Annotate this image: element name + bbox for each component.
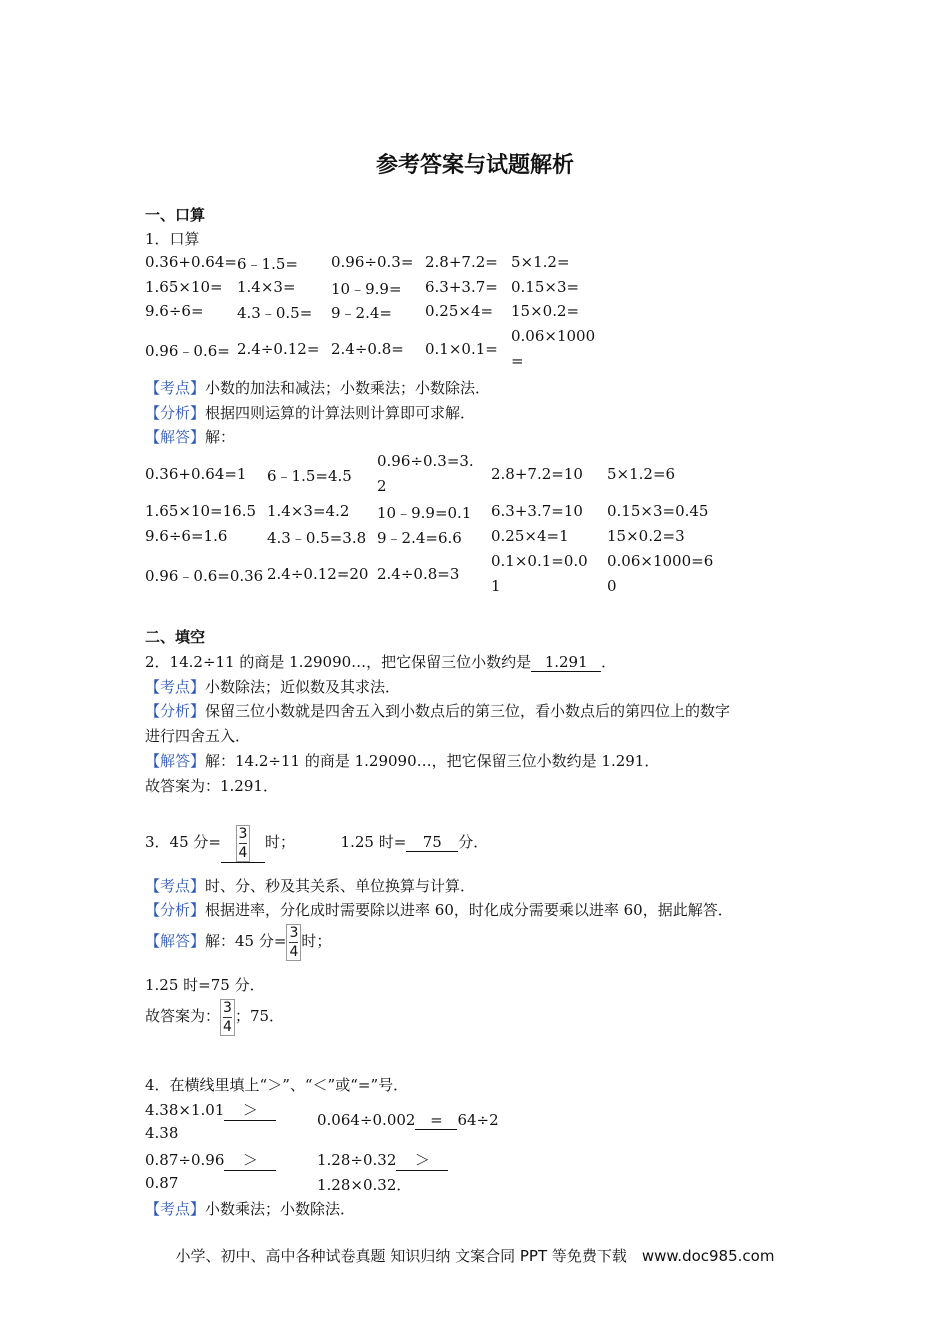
q1-kaodian: [145, 377, 490, 398]
fraction-den: 4: [238, 844, 248, 861]
grid-cell: 5×1.2=: [511, 253, 570, 271]
q4-item-3-wrap: 0.87: [145, 1174, 179, 1192]
fraction: [236, 825, 251, 862]
tag-fenxi: 【分析】: [145, 901, 206, 919]
answer-label: 故答案为：: [145, 1007, 221, 1025]
q2-answer-blank: 1.291: [531, 653, 601, 672]
q3-blank-2: 75: [406, 833, 458, 852]
q4-expr: 0.87÷0.96: [145, 1151, 225, 1169]
answer-cell: 9﹣2.4=6.6: [377, 529, 462, 547]
tag-kaodian: 【考点】: [145, 678, 206, 696]
grid-cell: 4.3﹣0.5=: [237, 304, 313, 322]
section-heading-2: 二、填空: [145, 628, 206, 646]
q4-item-1: [145, 1099, 276, 1121]
q1-jieda: [145, 426, 235, 447]
fraction-num: 3: [223, 999, 232, 1016]
page-footer: 小学、初中、高中各种试卷真题 知识归纳 文案合同 PPT 等免费下载 www.doc985.com: [175, 1247, 775, 1265]
fraction: [220, 999, 235, 1036]
q4-blank: ＞: [224, 1149, 276, 1171]
fenxi-text: 保留三位小数就是四舍五入到小数点后的第三位，看小数点后的第四位上的数字: [205, 702, 731, 720]
tag-jieda: 【解答】: [145, 428, 206, 446]
fraction-den: 4: [223, 1018, 232, 1035]
q4-blank: ＞: [224, 1099, 276, 1121]
answer-cell: 1.4×3=4.2: [267, 502, 350, 520]
answer-cell: 15×0.2=3: [607, 527, 685, 545]
fraction-num: 3: [289, 924, 299, 941]
fraction-num: 3: [238, 825, 248, 842]
jieda-unit: 时；: [301, 932, 332, 950]
question-4: 4．在横线里填上“＞”、“＜”或“=”号．: [145, 1076, 409, 1094]
question-3: [145, 822, 488, 863]
answer-cell: 0.06×1000=6: [607, 552, 714, 570]
question-2: [145, 651, 616, 672]
q4-expr: 0.064÷0.002: [317, 1111, 416, 1129]
fenxi-text: 根据四则运算的计算法则计算即可求解．: [205, 404, 476, 422]
kaodian-text: 时、分、秒及其关系、单位换算与计算．: [205, 877, 476, 895]
grid-cell: 10﹣9.9=: [331, 280, 402, 298]
answer-cell: 10﹣9.9=0.1: [377, 504, 472, 522]
answer-cell: 9.6÷6=1.6: [145, 527, 228, 545]
q4-item-4: [317, 1149, 448, 1171]
q4-expr: 1.28÷0.32: [317, 1151, 397, 1169]
q2-end: ．: [601, 653, 617, 671]
answer-cell: 2.8+7.2=10: [491, 465, 583, 483]
q3-stem-2: 1.25 时=: [340, 833, 407, 851]
q4-expr-right: 64÷2: [457, 1111, 499, 1129]
q2-jieda: [145, 750, 659, 771]
q4-kaodian: [145, 1198, 355, 1219]
answer-cell: 0.1×0.1=0.0: [491, 552, 588, 570]
tag-jieda: 【解答】: [145, 752, 206, 770]
answer-cell: 1.65×10=16.5: [145, 502, 257, 520]
grid-cell: 0.96÷0.3=: [331, 253, 414, 271]
grid-cell: 0.36+0.64=: [145, 253, 237, 271]
q4-expr: 4.38×1.01: [145, 1101, 225, 1119]
grid-cell: 2.4÷0.12=: [237, 340, 320, 358]
q4-item-3: [145, 1149, 276, 1171]
answer-cell: 4.3﹣0.5=3.8: [267, 529, 367, 547]
grid-cell: 1.4×3=: [237, 278, 296, 296]
tag-kaodian: 【考点】: [145, 877, 206, 895]
q4-item-1-wrap: 4.38: [145, 1124, 179, 1142]
fenxi-text: 根据进率，分化成时需要除以进率 60，时化成分需要乘以进率 60，据此解答．: [205, 901, 733, 919]
grid-cell: 0.15×3=: [511, 278, 580, 296]
q2-fenxi: [145, 700, 730, 721]
answer-cell: 2.4÷0.8=3: [377, 565, 460, 583]
q2-stem: 2．14.2÷11 的商是 1.29090…，把它保留三位小数约是: [145, 653, 532, 671]
grid-cell: 2.4÷0.8=: [331, 340, 404, 358]
grid-cell: 9﹣2.4=: [331, 304, 392, 322]
q3-stem: 3．45 分=: [145, 833, 221, 851]
answer-cell-wrap: 2: [377, 477, 387, 495]
jieda-text: 解：14.2÷11 的商是 1.29090…，把它保留三位小数约是 1.291．: [205, 752, 660, 770]
q3-answer: [145, 996, 284, 1036]
q3-kaodian: [145, 875, 475, 896]
grid-cell: 0.06×1000: [511, 327, 596, 345]
tag-jieda: 【解答】: [145, 932, 206, 950]
tag-kaodian: 【考点】: [145, 1200, 206, 1218]
fraction-den: 4: [289, 943, 299, 960]
question-1: 1．口算: [145, 230, 200, 248]
answer-cell: 0.25×4=1: [491, 527, 569, 545]
fraction: [286, 924, 301, 961]
grid-cell: 0.96﹣0.6=: [145, 342, 230, 360]
grid-cell-wrap: =: [511, 352, 524, 370]
q3-unit-1: 时；: [264, 833, 295, 851]
section-heading-1: 一、口算: [145, 206, 206, 224]
kaodian-text: 小数除法；近似数及其求法．: [205, 678, 401, 696]
grid-cell: 0.1×0.1=: [425, 340, 498, 358]
answer-cell: 0.36+0.64=1: [145, 465, 247, 483]
q4-blank: ＞: [396, 1149, 448, 1171]
jieda-text: 解：45 分=: [205, 932, 287, 950]
kaodian-text: 小数的加法和减法；小数乘法；小数除法．: [205, 379, 491, 397]
grid-cell: 6.3+3.7=: [425, 278, 498, 296]
tag-fenxi: 【分析】: [145, 404, 206, 422]
q2-kaodian: [145, 676, 400, 697]
q4-item-2: [317, 1111, 499, 1130]
q3-jieda-line2: 1.25 时=75 分．: [145, 976, 265, 994]
answer-cell: 0.96÷0.3=3.: [377, 452, 474, 470]
answer-rest: ；75．: [234, 1007, 285, 1025]
answer-cell: 0.15×3=0.45: [607, 502, 709, 520]
grid-cell: 0.25×4=: [425, 302, 494, 320]
grid-cell: 9.6÷6=: [145, 302, 204, 320]
grid-cell: 2.8+7.2=: [425, 253, 498, 271]
jieda-text: 解：: [205, 428, 236, 446]
answer-cell: 6﹣1.5=4.5: [267, 467, 352, 485]
q3-blank-1: [221, 822, 265, 863]
q1-fenxi: [145, 402, 475, 423]
q2-fenxi-cont: 进行四舍五入．: [145, 727, 251, 745]
answer-cell: 2.4÷0.12=20: [267, 565, 369, 583]
answer-cell: 5×1.2=6: [607, 465, 676, 483]
page-title: 参考答案与试题解析: [375, 152, 574, 178]
q4-blank: =: [415, 1111, 457, 1130]
tag-fenxi: 【分析】: [145, 702, 206, 720]
answer-cell: 0.96﹣0.6=0.36: [145, 567, 264, 585]
tag-kaodian: 【考点】: [145, 379, 206, 397]
answer-cell-wrap: 0: [607, 577, 617, 595]
q3-unit-2: 分．: [458, 833, 489, 851]
grid-cell: 15×0.2=: [511, 302, 580, 320]
q4-item-4-wrap: 1.28×0.32．: [317, 1176, 412, 1194]
grid-cell: 6﹣1.5=: [237, 255, 298, 273]
kaodian-text: 小数乘法；小数除法．: [205, 1200, 356, 1218]
grid-cell: 1.65×10=: [145, 278, 223, 296]
answer-cell-wrap: 1: [491, 577, 501, 595]
q3-fenxi: [145, 899, 733, 920]
q2-answer: 故答案为：1.291．: [145, 777, 278, 795]
q3-jieda: [145, 921, 331, 961]
answer-cell: 6.3+3.7=10: [491, 502, 583, 520]
